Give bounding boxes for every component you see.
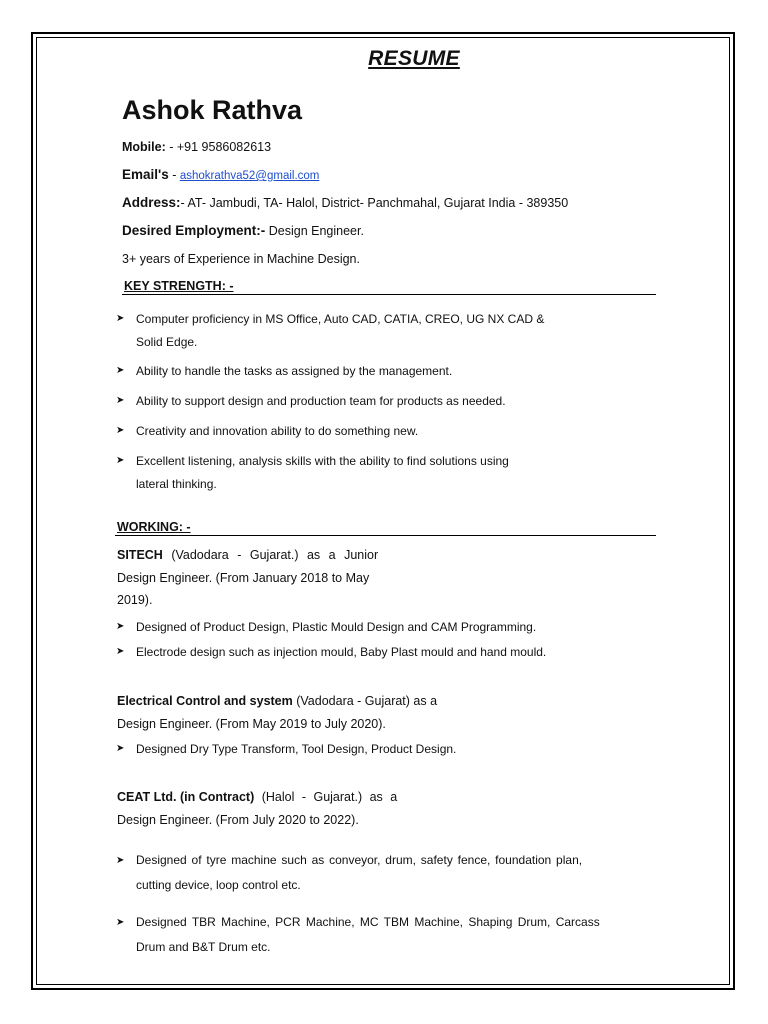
arrowhead-right-icon: ➤ xyxy=(116,455,125,466)
job-sitech xyxy=(117,544,378,612)
mobile-value: - +91 9586082613 xyxy=(165,140,272,154)
list-item xyxy=(116,390,506,413)
list-item-line: Designed of tyre machine such as conveyor, drum, safety fence, foundation plan, xyxy=(136,853,583,867)
list-item-line: Excellent listening, analysis skills with the ability to find solutions using xyxy=(136,454,509,468)
list-item-line: Electrode design such as injection mould, Baby Plast mould and hand mould. xyxy=(136,645,547,659)
list-item xyxy=(116,420,419,443)
email-line xyxy=(122,167,319,182)
list-item-line: Ability to handle the tasks as assigned by the management. xyxy=(136,364,453,378)
list-item-line: Designed TBR Machine, PCR Machine, MC TBM Machine, Shaping Drum, Carcass xyxy=(136,915,600,929)
arrowhead-right-icon: ➤ xyxy=(116,425,125,436)
job-line: Design Engineer. (From January 2018 to May xyxy=(117,570,370,585)
list-item-line: Solid Edge. xyxy=(136,334,198,349)
list-item-line: Ability to support design and production team for products as needed. xyxy=(136,394,506,408)
job-line xyxy=(117,544,378,567)
company-name: SITECH xyxy=(117,548,163,562)
list-item xyxy=(116,641,547,664)
list-item xyxy=(116,738,457,761)
list-item-line: Designed of Product Design, Plastic Mould Design and CAM Programming. xyxy=(136,620,537,634)
list-item xyxy=(116,910,600,960)
address-line xyxy=(122,195,568,210)
arrowhead-right-icon: ➤ xyxy=(116,646,125,657)
arrowhead-right-icon: ➤ xyxy=(116,743,125,754)
email-separator: - xyxy=(168,168,180,182)
job-line: Design Engineer. (From July 2020 to 2022). xyxy=(117,812,359,827)
company-name: CEAT Ltd. (in Contract) xyxy=(117,790,255,804)
company-name: Electrical Control and system xyxy=(117,694,293,708)
working-rule xyxy=(115,535,656,536)
mobile-label: Mobile: xyxy=(122,140,166,154)
arrowhead-right-icon: ➤ xyxy=(116,855,125,866)
job-detail: (Vadodara - Gujarat.) as a Junior xyxy=(162,548,379,562)
list-item-line: Computer proficiency in MS Office, Auto CAD, CATIA, CREO, UG NX CAD & xyxy=(136,312,545,326)
list-item-line: Designed Dry Type Transform, Tool Design, Product Design. xyxy=(136,742,457,756)
list-item-line: cutting device, loop control etc. xyxy=(136,878,301,892)
arrowhead-right-icon: ➤ xyxy=(116,365,125,376)
list-item-line: lateral thinking. xyxy=(136,476,217,491)
mobile-line xyxy=(122,140,271,154)
job-line: Design Engineer. (From May 2019 to July 2020). xyxy=(117,716,386,731)
email-label: Email's xyxy=(122,167,169,182)
address-label: Address: xyxy=(122,195,181,210)
list-item-line: Drum and B&T Drum etc. xyxy=(136,940,271,954)
arrowhead-right-icon: ➤ xyxy=(116,917,125,928)
candidate-name: Ashok Rathva xyxy=(122,95,303,125)
job-ceat xyxy=(117,786,397,831)
experience-line: 3+ years of Experience in Machine Design. xyxy=(122,252,360,266)
list-item xyxy=(116,450,509,495)
job-line xyxy=(117,786,397,809)
job-detail: (Halol - Gujarat.) as a xyxy=(254,790,398,804)
list-item xyxy=(116,308,545,353)
job-line: 2019). xyxy=(117,593,153,607)
email-link[interactable]: ashokrathva52@gmail.com xyxy=(179,170,320,182)
arrowhead-right-icon: ➤ xyxy=(116,621,125,632)
list-item xyxy=(116,360,453,383)
resume-title: RESUME xyxy=(368,47,460,70)
employment-value: Design Engineer. xyxy=(265,224,364,238)
list-item-line: Creativity and innovation ability to do something new. xyxy=(136,424,419,438)
key-strength-rule xyxy=(122,294,656,295)
arrowhead-right-icon: ➤ xyxy=(116,313,125,324)
arrowhead-right-icon: ➤ xyxy=(116,395,125,406)
working-heading: WORKING: - xyxy=(117,520,191,534)
job-detail: (Vadodara - Gujarat) as a xyxy=(292,694,438,708)
job-electrical-control xyxy=(117,690,437,735)
list-item xyxy=(116,848,583,898)
address-value: - AT- Jambudi, TA- Halol, District- Panchmahal, Gujarat India - 389350 xyxy=(180,196,569,210)
employment-label: Desired Employment:- xyxy=(122,223,266,238)
job-line xyxy=(117,690,437,713)
employment-line xyxy=(122,223,364,238)
list-item xyxy=(116,616,537,639)
key-strength-heading: KEY STRENGTH: - xyxy=(124,279,234,293)
